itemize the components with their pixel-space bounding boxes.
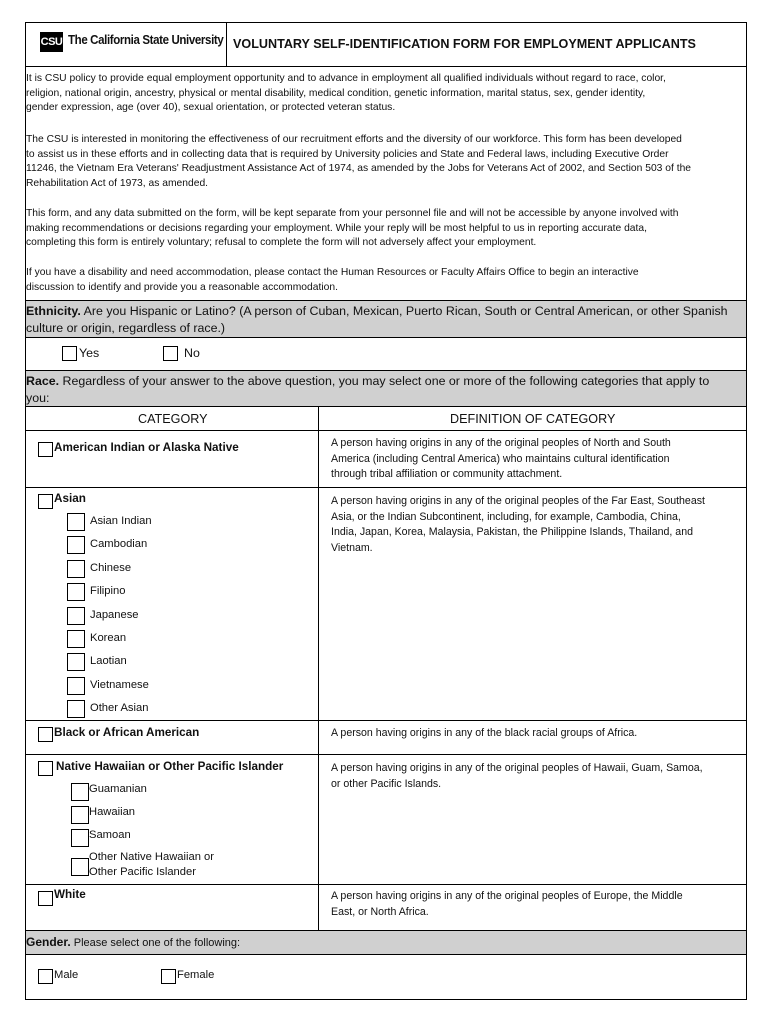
race-asian-label: Asian xyxy=(54,492,86,505)
hawaiian-checkbox[interactable] xyxy=(71,806,89,824)
frame-right xyxy=(746,22,747,1000)
definition-line: Asia, or the Indian Subcontinent, including, for example, Cambodia, China, xyxy=(331,510,681,523)
row-divider xyxy=(25,754,747,755)
filipino-label: Filipino xyxy=(90,585,126,597)
gender-female-label: Female xyxy=(177,969,215,981)
ethnicity-question xyxy=(26,303,728,337)
text-line: gender expression, age (over 40), sexual orientation, or protected veteran status. xyxy=(26,102,396,113)
text-line: to assist us in these efforts and in collecting data that is required by University policies and State and Federal laws, including Executive Order xyxy=(26,148,669,160)
cambodian-label: Cambodian xyxy=(90,538,148,550)
asian-indian-checkbox[interactable] xyxy=(67,513,85,531)
race-black-checkbox[interactable] xyxy=(38,727,53,742)
race-american-indian-definition xyxy=(331,436,671,483)
japanese-label: Japanese xyxy=(90,609,139,621)
definition-line: A person having origins in any of the original peoples of Europe, the Middle xyxy=(331,890,683,902)
race-black-label: Black or African American xyxy=(54,726,200,739)
race-pacific-islander-label: Native Hawaiian or Other Pacific Islander xyxy=(56,760,284,773)
asian-indian-label: Asian Indian xyxy=(90,515,152,527)
ethnicity-no-checkbox[interactable] xyxy=(163,346,178,361)
japanese-checkbox[interactable] xyxy=(67,607,85,625)
ethnicity-no-label: No xyxy=(184,346,200,360)
other-pacific-line1: Other Native Hawaiian or xyxy=(89,851,214,863)
chinese-label: Chinese xyxy=(90,562,132,574)
ethnicity-label: Ethnicity. xyxy=(26,304,81,318)
race-white-checkbox[interactable] xyxy=(38,891,53,906)
form-title: VOLUNTARY SELF-IDENTIFICATION FORM FOR EMPLOYMENT APPLICANTS xyxy=(233,37,696,51)
row-divider xyxy=(25,487,747,488)
gender-instructions-text: Please select one of the following: xyxy=(70,937,241,949)
race-white-definition xyxy=(331,889,683,920)
other-asian-checkbox[interactable] xyxy=(67,700,85,718)
text-line: 11246, the Vietnam Era Veterans' Readjustment Assistance Act of 1974, as amended by the Jobs for Veterans Act of 2002, and Section 503 of the xyxy=(26,163,692,174)
samoan-checkbox[interactable] xyxy=(71,829,89,847)
table-header-bottom xyxy=(25,430,747,431)
definition-line: or other Pacific Islands. xyxy=(331,777,442,790)
korean-label: Korean xyxy=(90,632,127,644)
text-line: It is CSU policy to provide equal employment opportunity and to advance in employment all qualified individuals without regard to race, color, xyxy=(26,73,666,84)
guamanian-checkbox[interactable] xyxy=(71,783,89,801)
definition-line: India, Japan, Korea, Malaysia, Pakistan, the Philippine Islands, Thailand, and xyxy=(331,526,693,539)
race-instructions-line1: Regardless of your answer to the above question, you may select one or more of the following categories that apply to xyxy=(59,374,710,388)
text-line: The CSU is interested in monitoring the effectiveness of our recruitment efforts and the diversity of our workforce. This form has been developed xyxy=(26,134,682,145)
row-divider xyxy=(25,720,747,721)
other-pacific-islander-checkbox[interactable] xyxy=(71,858,89,876)
header-divider xyxy=(226,22,227,66)
text-line: discussion to identify and provide you a reasonable accommodation. xyxy=(26,281,338,293)
race-table-column-divider xyxy=(318,406,319,930)
vietnamese-label: Vietnamese xyxy=(90,679,149,691)
intro-paragraph-4 xyxy=(26,266,746,295)
ethnicity-yes-checkbox[interactable] xyxy=(62,346,77,361)
text-line: If you have a disability and need accommodation, please contact the Human Resources or Faculty Affairs Office to begin an interactive xyxy=(26,267,639,278)
cambodian-checkbox[interactable] xyxy=(67,536,85,554)
university-name: The California State University xyxy=(68,33,224,47)
guamanian-label: Guamanian xyxy=(89,783,147,795)
ethnicity-band-bottom xyxy=(25,337,747,338)
gender-female-checkbox[interactable] xyxy=(161,969,176,984)
race-american-indian-label: American Indian or Alaska Native xyxy=(54,441,239,454)
intro-paragraph-1 xyxy=(26,72,746,116)
intro-paragraph-2 xyxy=(26,133,746,191)
gender-instructions xyxy=(26,935,240,949)
gender-band-bottom xyxy=(25,954,747,955)
race-pacific-islander-definition xyxy=(331,761,703,792)
race-instructions-line2: you: xyxy=(26,391,50,405)
text-line: religion, national origin, ancestry, physical or mental disability, medical condition, genetic information, marital status, sex, gender identity, xyxy=(26,87,646,99)
csu-logo: CSU xyxy=(40,32,63,52)
ethnicity-yes-label: Yes xyxy=(79,346,100,360)
filipino-checkbox[interactable] xyxy=(67,583,85,601)
race-band-bottom xyxy=(25,406,747,407)
race-black-definition xyxy=(331,726,637,742)
gender-male-checkbox[interactable] xyxy=(38,969,53,984)
definition-line: East, or North Africa. xyxy=(331,905,429,918)
vietnamese-checkbox[interactable] xyxy=(67,677,85,695)
ethnicity-question-line1: Are you Hispanic or Latino? (A person of Cuban, Mexican, Puerto Rican, South or Central American, or other Spanish xyxy=(80,304,728,318)
col-header-category: CATEGORY xyxy=(138,412,208,426)
definition-line: A person having origins in any of the original peoples of the Far East, Southeast xyxy=(331,495,705,507)
race-asian-checkbox[interactable] xyxy=(38,494,53,509)
race-american-indian-checkbox[interactable] xyxy=(38,442,53,457)
hawaiian-label: Hawaiian xyxy=(89,806,136,818)
frame-top xyxy=(25,22,747,23)
race-pacific-islander-checkbox[interactable] xyxy=(38,761,53,776)
text-line: This form, and any data submitted on the form, will be kept separate from your personnel file and will not be accessible by anyone involved with xyxy=(26,208,679,219)
text-line: completing this form is entirely voluntary; refusal to complete the form will not adversely affect your employment. xyxy=(26,237,537,248)
definition-line: through tribal affiliation or community attachment. xyxy=(331,468,563,481)
race-asian-definition xyxy=(331,494,705,556)
gender-male-label: Male xyxy=(54,969,79,981)
col-header-definition: DEFINITION OF CATEGORY xyxy=(450,412,616,426)
race-label: Race. xyxy=(26,374,60,388)
definition-line: Vietnam. xyxy=(331,541,373,554)
definition-line: America (including Central America) who maintains cultural identification xyxy=(331,452,670,465)
laotian-checkbox[interactable] xyxy=(67,653,85,671)
korean-checkbox[interactable] xyxy=(67,630,85,648)
race-white-label: White xyxy=(54,888,86,901)
intro-paragraph-3 xyxy=(26,207,746,251)
definition-line: A person having origins in any of the black racial groups of Africa. xyxy=(331,727,638,739)
laotian-label: Laotian xyxy=(90,655,127,667)
frame-bottom xyxy=(25,999,747,1000)
header-bottom-rule xyxy=(25,66,747,67)
ethnicity-question-line2: culture or origin, regardless of race.) xyxy=(26,321,226,335)
samoan-label: Samoan xyxy=(89,829,131,841)
chinese-checkbox[interactable] xyxy=(67,560,85,578)
other-pacific-line2: Other Pacific Islander xyxy=(89,866,196,878)
race-instructions xyxy=(26,373,709,407)
gender-label: Gender. xyxy=(26,935,71,949)
text-line: Rehabilitation Act of 1973, as amended. xyxy=(26,177,209,189)
definition-line: A person having origins in any of the original peoples of Hawaii, Guam, Samoa, xyxy=(331,762,703,774)
text-line: making recommendations or decisions regarding your employment. While your reply will be most helpful to us in reporting accurate data, xyxy=(26,222,647,234)
other-pacific-islander-label xyxy=(89,850,214,880)
other-asian-label: Other Asian xyxy=(90,702,149,714)
definition-line: A person having origins in any of the original peoples of North and South xyxy=(331,437,671,449)
row-divider xyxy=(25,884,747,885)
